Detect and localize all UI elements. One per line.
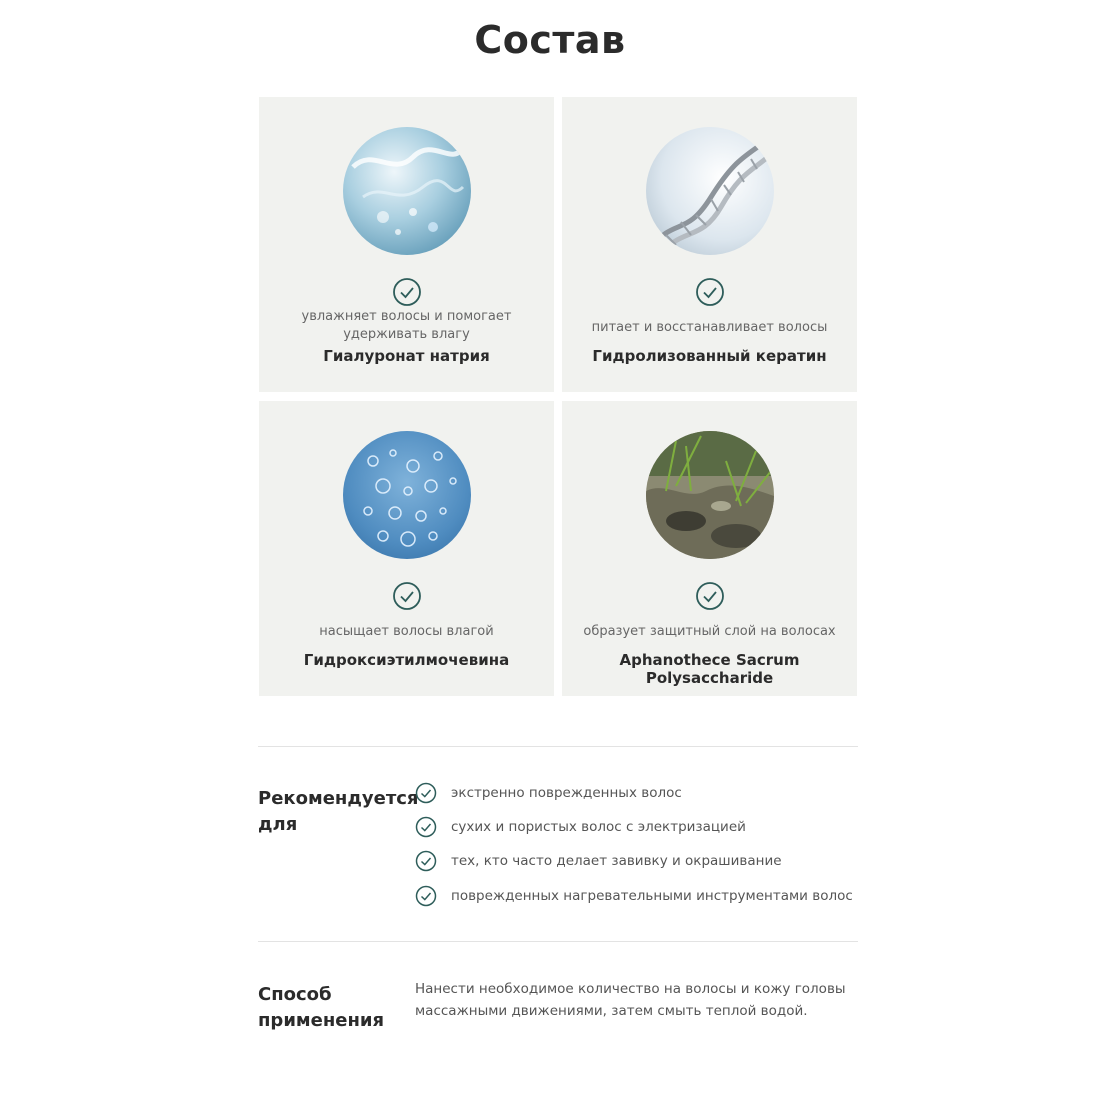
- ingredient-description: увлажняет волосы и помогает удерживать влагу: [301, 309, 512, 342]
- ingredient-name: Aphanothece Sacrum Polysaccharide: [619, 651, 800, 687]
- recommended-item-text: экстренно поврежденных волос: [451, 785, 682, 801]
- ingredient-card-aphanothece: [562, 401, 857, 696]
- water-bubbles-image: [343, 431, 471, 559]
- recommended-item: [415, 815, 746, 839]
- ingredient-name: Гиалуронат натрия: [323, 347, 490, 365]
- check-circle-icon: [415, 850, 437, 872]
- dna-helix-image: [646, 127, 774, 255]
- page-title: Состав: [474, 18, 626, 62]
- recommended-item: [415, 849, 782, 873]
- ingredient-card-hydroxyethylurea: [259, 401, 554, 696]
- recommended-heading: Рекомендуется для: [258, 788, 419, 835]
- usage-text: Нанести необходимое количество на волосы и кожу головы массажными движениями, затем смыть теплой водой.: [415, 981, 846, 1019]
- recommended-item-text: сухих и пористых волос с электризацией: [451, 819, 746, 835]
- section-divider: [258, 941, 858, 942]
- check-circle-icon: [695, 277, 725, 307]
- recommended-item-text: поврежденных нагревательными инструментами волос: [451, 888, 853, 904]
- check-circle-icon: [415, 782, 437, 804]
- check-circle-icon: [695, 581, 725, 611]
- check-circle-icon: [415, 816, 437, 838]
- recommended-item-text: тех, кто часто делает завивку и окрашивание: [451, 853, 782, 869]
- usage-heading: Способ применения: [258, 984, 385, 1031]
- recommended-item: [415, 884, 853, 908]
- ingredient-name: Гидроксиэтилмочевина: [303, 651, 510, 669]
- ingredient-card-hyaluronate: [259, 97, 554, 392]
- check-circle-icon: [415, 885, 437, 907]
- ingredient-description: питает и восстанавливает волосы: [591, 320, 828, 335]
- ingredient-card-keratin: [562, 97, 857, 392]
- grass-and-soil-image: [646, 431, 774, 559]
- check-circle-icon: [392, 277, 422, 307]
- ingredient-description: образует защитный слой на волосах: [583, 624, 836, 639]
- check-circle-icon: [392, 581, 422, 611]
- ingredient-name: Гидролизованный кератин: [592, 347, 827, 365]
- water-splash-image: [343, 127, 471, 255]
- ingredient-description: насыщает волосы влагой: [319, 624, 494, 639]
- section-divider: [258, 746, 858, 747]
- recommended-item: [415, 781, 682, 805]
